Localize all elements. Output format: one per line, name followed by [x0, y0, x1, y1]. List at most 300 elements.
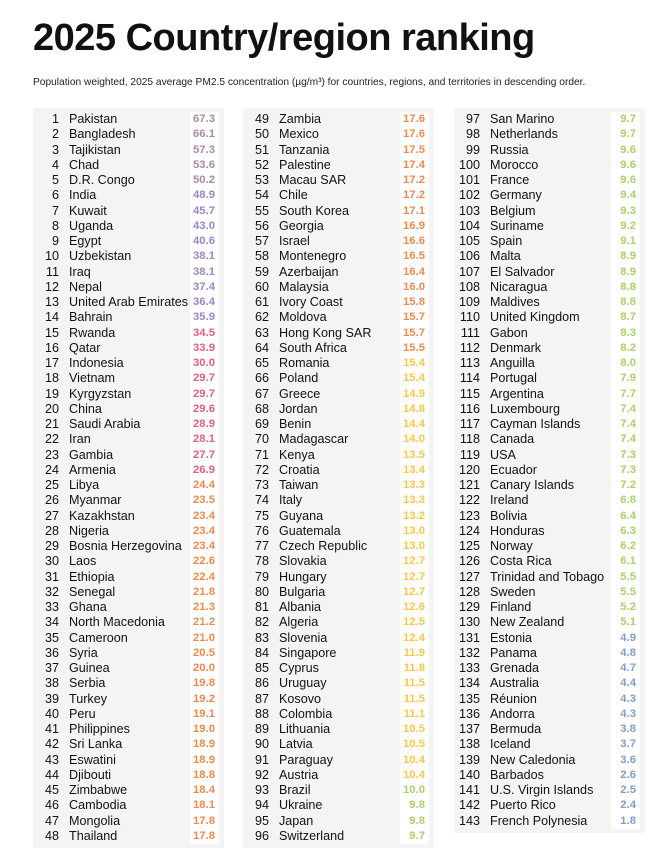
rank-cell: 80 [254, 584, 269, 599]
table-row [33, 310, 224, 325]
country-cell: Algeria [279, 615, 319, 630]
pm25-value-cell: 11.9 [400, 646, 429, 661]
rank-cell: 32 [44, 584, 59, 599]
pm25-value-cell: 28.9 [190, 417, 219, 432]
country-cell: Pakistan [69, 112, 118, 126]
pm25-value-cell: 57.3 [190, 143, 219, 158]
country-cell: Anguilla [490, 356, 535, 370]
country-cell: Turkey [69, 691, 108, 706]
country-cell: France [490, 173, 530, 187]
pm25-value-cell: 17.6 [400, 127, 429, 142]
pm25-value-cell: 29.6 [190, 402, 219, 417]
rank-cell: 73 [254, 478, 269, 492]
rank-cell: 129 [458, 600, 480, 614]
rank-cell: 57 [254, 234, 269, 248]
pm25-value-cell: 6.8 [611, 493, 640, 508]
country-cell: Morocco [490, 157, 539, 172]
table-row [33, 692, 224, 707]
pm25-value-cell: 7.3 [611, 448, 640, 463]
table-row [243, 493, 434, 508]
table-row [243, 768, 434, 783]
table-row [454, 585, 645, 600]
country-cell: Estonia [490, 630, 533, 645]
rank-cell: 71 [254, 447, 269, 462]
country-cell: Greece [279, 386, 321, 401]
country-cell: Tajikistan [69, 142, 121, 157]
table-row [33, 127, 224, 142]
table-row [454, 600, 645, 615]
table-row [454, 631, 645, 646]
rank-cell: 64 [254, 340, 269, 355]
table-row [243, 249, 434, 264]
pm25-value-cell: 16.9 [400, 219, 429, 234]
table-row [243, 478, 434, 493]
country-cell: Poland [279, 371, 319, 386]
rank-cell: 142 [458, 798, 480, 813]
table-row [33, 417, 224, 432]
pm25-value-cell: 9.4 [611, 188, 640, 203]
country-cell: Lithuania [279, 722, 331, 736]
rank-cell: 86 [254, 676, 269, 691]
pm25-value-cell: 2.4 [611, 798, 640, 813]
rank-cell: 51 [254, 142, 269, 157]
table-row [454, 539, 645, 554]
page-subtitle: Population weighted, 2025 average PM2.5 concentration (µg/m³) for countries, regions, and territories in descending order. [33, 77, 586, 88]
table-row [454, 707, 645, 722]
table-row [243, 570, 434, 585]
country-cell: Iceland [490, 737, 531, 752]
country-cell: Sri Lanka [69, 737, 123, 752]
rank-cell: 56 [254, 218, 269, 233]
rank-cell: 1 [51, 112, 59, 126]
country-cell: Kazakhstan [69, 508, 135, 523]
country-cell: Egypt [69, 234, 102, 248]
pm25-value-cell: 10.4 [400, 753, 429, 768]
pm25-value-cell: 67.3 [190, 112, 219, 127]
table-row [243, 234, 434, 249]
rank-cell: 36 [44, 645, 59, 660]
rank-cell: 68 [254, 401, 269, 416]
pm25-value-cell: 17.1 [400, 204, 429, 219]
rank-cell: 107 [458, 264, 480, 279]
pm25-value-cell: 18.1 [190, 798, 219, 813]
country-cell: United Kingdom [490, 310, 580, 325]
country-cell: Guyana [279, 508, 324, 523]
pm25-value-cell: 7.3 [611, 463, 640, 478]
country-cell: Colombia [279, 706, 333, 721]
country-cell: Tanzania [279, 142, 330, 157]
country-cell: Denmark [490, 340, 542, 355]
pm25-value-cell: 21.3 [190, 600, 219, 615]
rank-cell: 77 [254, 539, 269, 553]
pm25-value-cell: 40.6 [190, 234, 219, 249]
pm25-value-cell: 16.4 [400, 265, 429, 280]
table-row [243, 737, 434, 752]
pm25-value-cell: 7.7 [611, 387, 640, 402]
rank-cell: 139 [458, 752, 480, 767]
table-row [33, 234, 224, 249]
rank-cell: 115 [459, 386, 480, 401]
pm25-value-cell: 22.6 [190, 554, 219, 569]
pm25-value-cell: 14.0 [400, 432, 429, 447]
table-row [454, 509, 645, 524]
pm25-value-cell: 4.4 [611, 676, 640, 691]
country-cell: South Korea [279, 203, 350, 218]
table-row [454, 768, 645, 783]
table-row [33, 188, 224, 203]
table-row [33, 783, 224, 798]
pm25-value-cell: 23.5 [190, 493, 219, 508]
rank-cell: 135 [458, 691, 480, 706]
country-cell: Panama [490, 645, 537, 660]
pm25-value-cell: 7.4 [611, 417, 640, 432]
rank-cell: 61 [254, 295, 269, 309]
country-cell: Israel [279, 234, 310, 248]
table-row [33, 112, 224, 127]
table-row [33, 173, 224, 188]
table-row [243, 310, 434, 325]
pm25-value-cell: 4.8 [611, 646, 640, 661]
rank-cell: 87 [254, 691, 269, 706]
table-row [243, 219, 434, 234]
country-cell: Macau SAR [279, 173, 347, 187]
table-row [243, 417, 434, 432]
rank-cell: 13 [44, 295, 59, 309]
pm25-value-cell: 4.3 [611, 692, 640, 707]
rank-cell: 18 [44, 371, 59, 386]
pm25-value-cell: 4.3 [611, 707, 640, 722]
table-row [33, 798, 224, 813]
rank-cell: 50 [254, 127, 269, 142]
rank-cell: 90 [254, 737, 269, 752]
rank-cell: 96 [254, 828, 269, 843]
table-row [33, 371, 224, 386]
table-row [33, 249, 224, 264]
rank-cell: 52 [254, 157, 269, 172]
table-row [33, 432, 224, 447]
pm25-value-cell: 9.8 [400, 798, 429, 813]
table-row [33, 631, 224, 646]
country-cell: Brazil [279, 783, 311, 797]
rank-cell: 92 [254, 767, 269, 782]
country-cell: Nepal [69, 279, 102, 294]
rank-cell: 78 [254, 554, 269, 569]
table-row [454, 280, 645, 295]
country-cell: Peru [69, 706, 96, 721]
rank-cell: 79 [254, 569, 269, 584]
country-cell: Barbados [490, 767, 544, 782]
table-row [454, 402, 645, 417]
pm25-value-cell: 17.4 [400, 158, 429, 173]
rank-cell: 94 [254, 798, 269, 813]
pm25-value-cell: 30.0 [190, 356, 219, 371]
country-cell: Ecuador [490, 462, 537, 477]
country-cell: Taiwan [279, 478, 319, 492]
rank-cell: 60 [254, 279, 269, 294]
table-row [454, 249, 645, 264]
rank-cell: 119 [459, 447, 480, 462]
page-title: 2025 Country/region ranking [33, 17, 535, 59]
rank-cell: 58 [254, 249, 269, 264]
rank-cell: 39 [44, 691, 59, 706]
rank-cell: 45 [44, 783, 59, 797]
pm25-value-cell: 19.1 [190, 707, 219, 722]
pm25-value-cell: 23.4 [190, 509, 219, 524]
table-row [33, 524, 224, 539]
country-cell: Ivory Coast [279, 295, 343, 309]
rank-cell: 123 [458, 508, 480, 523]
table-row [243, 783, 434, 798]
rank-cell: 81 [254, 600, 269, 614]
table-row [243, 295, 434, 310]
pm25-value-cell: 13.4 [400, 463, 429, 478]
rank-cell: 93 [254, 783, 269, 797]
country-cell: United Arab Emirates [69, 295, 188, 309]
rank-cell: 125 [458, 539, 480, 553]
country-cell: Myanmar [69, 493, 122, 508]
table-row [454, 371, 645, 386]
pm25-value-cell: 10.5 [400, 737, 429, 752]
table-row [243, 676, 434, 691]
country-cell: Bahrain [69, 310, 113, 325]
country-cell: Iran [69, 432, 91, 447]
pm25-value-cell: 8.8 [611, 295, 640, 310]
pm25-value-cell: 14.4 [400, 417, 429, 432]
table-row [33, 341, 224, 356]
rank-cell: 2 [51, 127, 59, 142]
pm25-value-cell: 12.4 [400, 631, 429, 646]
country-cell: Montenegro [279, 249, 347, 264]
table-row [454, 188, 645, 203]
rank-cell: 116 [459, 401, 480, 416]
rank-cell: 31 [44, 569, 59, 584]
country-cell: Finland [490, 600, 532, 614]
rank-cell: 55 [254, 203, 269, 218]
pm25-value-cell: 18.8 [190, 768, 219, 783]
table-row [454, 463, 645, 478]
country-cell: Australia [490, 676, 539, 691]
rank-cell: 53 [254, 173, 269, 187]
table-row [33, 219, 224, 234]
pm25-value-cell: 9.7 [400, 829, 429, 844]
pm25-value-cell: 13.3 [400, 493, 429, 508]
rank-cell: 67 [254, 386, 269, 401]
table-row [33, 295, 224, 310]
country-cell: Qatar [69, 340, 101, 355]
rank-cell: 108 [458, 279, 480, 294]
country-cell: Georgia [279, 218, 324, 233]
table-row [454, 783, 645, 798]
rank-cell: 141 [458, 783, 480, 797]
pm25-value-cell: 16.6 [400, 234, 429, 249]
rank-cell: 113 [459, 356, 480, 370]
rank-cell: 19 [44, 386, 59, 401]
country-cell: Nigeria [69, 523, 109, 538]
ranking-column-1 [33, 108, 224, 848]
pm25-value-cell: 9.6 [611, 143, 640, 158]
table-row [454, 722, 645, 737]
table-row [454, 570, 645, 585]
country-cell: Netherlands [490, 127, 558, 142]
country-cell: Sweden [490, 584, 536, 599]
rank-cell: 112 [459, 340, 480, 355]
rank-cell: 122 [458, 493, 480, 508]
pm25-value-cell: 8.0 [611, 356, 640, 371]
table-row [33, 676, 224, 691]
country-cell: Syria [69, 645, 98, 660]
table-row [33, 158, 224, 173]
table-row [454, 173, 645, 188]
pm25-value-cell: 20.0 [190, 661, 219, 676]
pm25-value-cell: 8.7 [611, 310, 640, 325]
rank-cell: 34 [44, 615, 59, 630]
pm25-value-cell: 9.1 [611, 234, 640, 249]
pm25-value-cell: 8.8 [611, 280, 640, 295]
table-row [243, 402, 434, 417]
pm25-value-cell: 29.7 [190, 371, 219, 386]
country-cell: Zambia [279, 112, 321, 126]
table-row [33, 326, 224, 341]
table-row [243, 661, 434, 676]
table-row [33, 753, 224, 768]
pm25-value-cell: 11.1 [400, 707, 429, 722]
pm25-value-cell: 1.8 [611, 814, 640, 829]
rank-cell: 48 [44, 828, 59, 843]
table-row [454, 295, 645, 310]
table-row [454, 387, 645, 402]
pm25-value-cell: 4.7 [611, 661, 640, 676]
country-cell: French Polynesia [490, 813, 588, 828]
country-cell: India [69, 188, 97, 203]
country-cell: Nicaragua [490, 279, 548, 294]
table-row [454, 356, 645, 371]
table-row [243, 356, 434, 371]
pm25-value-cell: 6.1 [611, 554, 640, 569]
rank-cell: 99 [465, 142, 480, 157]
rank-cell: 21 [44, 417, 59, 431]
country-cell: Portugal [490, 371, 537, 386]
rank-cell: 10 [44, 249, 59, 264]
country-cell: Cameroon [69, 630, 128, 645]
pm25-value-cell: 26.9 [190, 463, 219, 478]
pm25-value-cell: 23.4 [190, 524, 219, 539]
pm25-value-cell: 11.5 [400, 676, 429, 691]
country-cell: Philippines [69, 722, 130, 736]
table-row [33, 615, 224, 630]
rank-cell: 65 [254, 356, 269, 370]
rank-cell: 26 [44, 493, 59, 508]
pm25-value-cell: 6.4 [611, 509, 640, 524]
pm25-value-cell: 33.9 [190, 341, 219, 356]
country-cell: Uganda [69, 218, 114, 233]
table-row [33, 829, 224, 844]
country-cell: Chad [69, 157, 100, 172]
country-cell: Gambia [69, 447, 114, 462]
rank-cell: 136 [458, 706, 480, 721]
table-row [454, 127, 645, 142]
country-cell: Suriname [490, 218, 544, 233]
country-cell: Trinidad and Tobago [490, 569, 605, 584]
table-row [454, 692, 645, 707]
rank-cell: 88 [254, 706, 269, 721]
rank-cell: 130 [458, 615, 480, 630]
rank-cell: 95 [254, 813, 269, 828]
country-cell: Réunion [490, 691, 537, 706]
pm25-value-cell: 19.0 [190, 722, 219, 737]
country-cell: Romania [279, 356, 330, 370]
country-cell: Mexico [279, 127, 319, 142]
table-row [243, 615, 434, 630]
pm25-value-cell: 2.6 [611, 768, 640, 783]
pm25-value-cell: 3.7 [611, 737, 640, 752]
country-cell: Grenada [490, 661, 540, 675]
country-cell: Italy [279, 493, 303, 508]
pm25-value-cell: 17.8 [190, 829, 219, 844]
country-cell: Germany [490, 188, 542, 203]
table-row [454, 204, 645, 219]
rank-cell: 22 [44, 432, 59, 447]
pm25-value-cell: 28.1 [190, 432, 219, 447]
rank-cell: 110 [459, 310, 480, 325]
pm25-value-cell: 15.7 [400, 326, 429, 341]
pm25-value-cell: 12.5 [400, 615, 429, 630]
pm25-value-cell: 10.0 [400, 783, 429, 798]
pm25-value-cell: 12.6 [400, 600, 429, 615]
pm25-value-cell: 7.2 [611, 478, 640, 493]
country-cell: Zimbabwe [69, 783, 128, 797]
country-cell: Switzerland [279, 828, 345, 843]
pm25-value-cell: 17.5 [400, 143, 429, 158]
pm25-value-cell: 19.2 [190, 692, 219, 707]
table-row [243, 554, 434, 569]
country-cell: Benin [279, 417, 312, 431]
country-cell: Uruguay [279, 676, 327, 691]
table-row [243, 158, 434, 173]
pm25-value-cell: 13.5 [400, 448, 429, 463]
country-cell: Japan [279, 813, 314, 828]
rank-cell: 42 [44, 737, 59, 752]
country-cell: South Africa [279, 340, 347, 355]
table-row [454, 661, 645, 676]
table-row [33, 722, 224, 737]
rank-cell: 138 [458, 737, 480, 752]
table-row [243, 722, 434, 737]
country-cell: Bolivia [490, 508, 528, 523]
rank-cell: 97 [465, 112, 480, 126]
rank-cell: 3 [51, 142, 59, 157]
rank-cell: 5 [51, 173, 59, 187]
rank-cell: 35 [44, 630, 59, 645]
country-cell: Ukraine [279, 798, 323, 813]
rank-cell: 121 [458, 478, 480, 492]
country-cell: Senegal [69, 584, 116, 599]
table-row [454, 326, 645, 341]
table-row [243, 509, 434, 524]
table-row [454, 524, 645, 539]
table-row [454, 310, 645, 325]
pm25-value-cell: 22.4 [190, 570, 219, 585]
rank-cell: 29 [44, 539, 59, 553]
table-row [454, 112, 645, 127]
table-row [454, 493, 645, 508]
rank-cell: 24 [44, 462, 59, 477]
rank-cell: 6 [51, 188, 59, 203]
table-row [454, 615, 645, 630]
country-cell: Iraq [69, 264, 91, 279]
table-row [243, 280, 434, 295]
country-cell: Luxembourg [490, 401, 561, 416]
country-cell: Ghana [69, 600, 107, 614]
